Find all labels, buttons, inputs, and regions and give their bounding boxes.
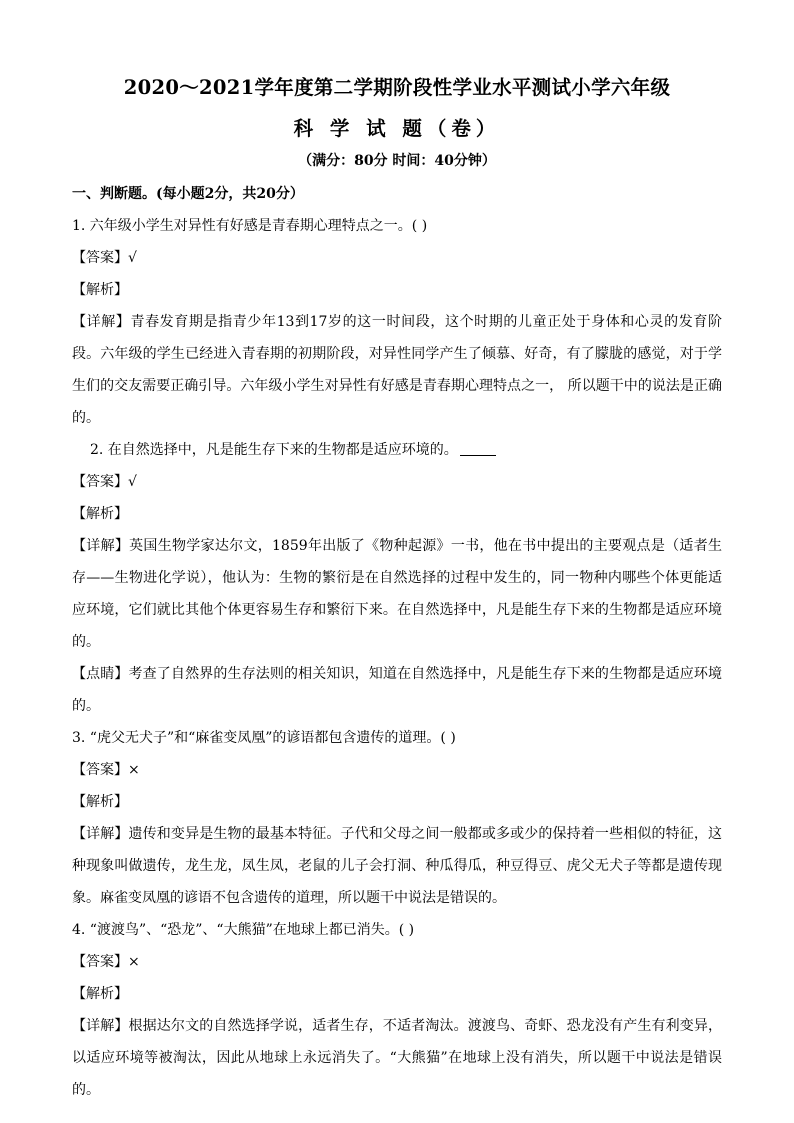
section-heading: 一、判断题。(每小题2分，共20分）: [72, 186, 304, 202]
analysis-label-1: 【解析】: [72, 282, 128, 298]
analysis-label-4: 【解析】: [72, 986, 128, 1002]
detail-1: 【详解】青春发育期是指青少年13到17岁的这一时间段，这个时期的儿童正处于身体和心灵的发育阶段。六年级的学生已经进入青春期的初期阶段，对异性同学产生了倾慕、好奇，有了朦胧的感觉，对于学生们的交友需要正确引导。六年级小学生对异性有好感是青春期心理特点之一， 所以题干中的说法是正确的。: [72, 314, 722, 426]
comment-2: 【点睛】考查了自然界的生存法则的相关知识，知道在自然选择中，凡是能生存下来的生物都是适应环境的。: [72, 666, 722, 714]
question-3: 3. “虎父无犬子”和“麻雀变凤凰”的谚语都包含遗传的道理。( ): [72, 730, 456, 746]
exam-meta: （满分：80分 时间：40分钟）: [298, 153, 496, 169]
answer-3: 【答案】×: [72, 762, 140, 778]
answer-4: 【答案】×: [72, 954, 140, 970]
analysis-label-2: 【解析】: [72, 506, 128, 522]
answer-blank: [460, 439, 496, 456]
question-1: 1. 六年级小学生对异性有好感是青春期心理特点之一。( ): [72, 218, 428, 234]
answer-1: 【答案】√: [72, 250, 137, 266]
exam-subtitle: 科 学 试 题（卷）: [293, 117, 501, 140]
detail-4: 【详解】根据达尔文的自然选择学说，适者生存，不适者淘汰。渡渡鸟、奇虾、恐龙没有产生有利变异，以适应环境等被淘汰，因此从地球上永远消失了。“大熊猫”在地球上没有消失，所以题干中说法是错误的。: [72, 1018, 722, 1098]
detail-2: 【详解】英国生物学家达尔文，1859年出版了《物种起源》一书，他在书中提出的主要观点是（适者生存——生物进化学说），他认为：生物的繁衍是在自然选择的过程中发生的，同一物种内哪些个体更能适应环境，它们就比其他个体更容易生存和繁衍下来。在自然选择中，凡是能生存下来的生物都是适应环境的。: [72, 538, 722, 650]
analysis-label-3: 【解析】: [72, 794, 128, 810]
question-2: [72, 434, 722, 466]
exam-content: [72, 178, 722, 1106]
answer-2: 【答案】√: [72, 474, 137, 490]
question-4: 4. “渡渡鸟”、“恐龙”、“大熊猫”在地球上都已消失。( ): [72, 922, 415, 938]
question-2-text: 2. 在自然选择中，凡是能生存下来的生物都是适应环境的。: [90, 442, 458, 458]
exam-title: 2020～2021学年度第二学期阶段性学业水平测试小学六年级: [123, 76, 671, 99]
detail-3: 【详解】遗传和变异是生物的最基本特征。子代和父母之间一般都或多或少的保持着一些相似的特征，这种现象叫做遗传，龙生龙，凤生凤，老鼠的儿子会打洞、种瓜得瓜，种豆得豆、虎父无犬子等都是遗传现象。麻雀变凤凰的谚语不包含遗传的道理，所以题干中说法是错误的。: [72, 826, 722, 906]
